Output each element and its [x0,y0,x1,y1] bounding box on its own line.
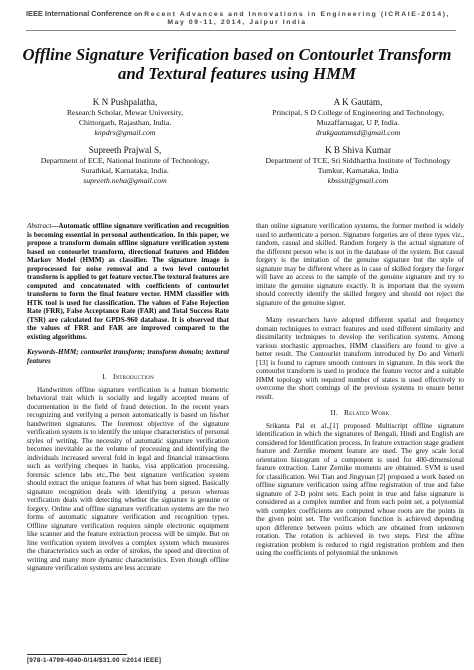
right-column [256,222,464,558]
author-name: A K Gautam, [333,97,383,107]
related-work-paragraph: Srikanta Pal et al.,[1] proposed Multiscript offline signature identification in which the signatures of Bengali, Hindi and English are considered for Identification process. In feature extraction stage gradient feature and Zernike moment feature are used. The grey scale local orientation histogram of a component is used for 400-dimensional feature extraction. Later Zernike moments are obtained. SVM is used for classification. Wei Tian and Jingyuan [2] proposed a work based on offline signature verification using affine registration of true and false signature of 2-D point sets. Each point in true and false signature is considered as a complex number and from each point set, a polynomial with complex coefficients are computed whose roots are the points in the given point set. The verification function is achieved depending upon difference between points which are obtained from unknown rotation. The rotation is achieved in two steps. First the affine registration problem is reduced to rigid registration problem and then using the coefficients of polynomial the unknown [256,421,464,557]
author-email: drakgautamsd@gmail.com [315,128,401,137]
author-affiliation: Department of TCE, Sri Siddhartha Institute of Technology [265,156,451,165]
footer-rule [27,654,127,655]
paper-title: Offline Signature Verification based on Contourlet Transform and Textural features using HMM [22,45,452,83]
left-column [27,222,229,573]
intro-paragraph: Handwritten offline signature verification is a human biometric behavioral trait which is socially and legally accepted means of documentation in the field of fraud detection. In the recent years recognizing and verifying a person automatically is based on his/her handwritten signatures. The foremost objective of the signature verification system is to identify the unique characteristics of personal styles of writing. The necessity of automatic signature verification becomes inevitable as the volume of processing and identifying the individuals increased several fold in legal and financial transactions such as verifying cheques in banks, visa application processing, forensic science labs etc,.The best signature verification system should extract the unique features of what has been signed. Basically signature recognition deals with identifying a person whereas verification deals with detecting whether the signature is genuine or forgery. Online and offline signature verification systems are the two forms of automatic signature verification and recognition types. Offline signature verification requires simple electronic equipment like scanner and the feature extraction process will be simple. But on line verification system involves a complex system which measures the characteristics such as order of strokes, the speed and direction of writing and many more dynamic characteristics. Even though offline signature verification systems are less accurate [27,385,229,572]
author-affiliation: Research Scholar, Mewar University, [66,108,184,117]
author-affiliation: Principal, S D College of Engineering and Technology, [272,108,444,117]
author-location: Tumkur, Karnataka, India [317,166,399,175]
author-3 [30,145,220,186]
author-location: Surathkal, Karnataka, India. [81,166,169,175]
header-date-place: May 09-11, 2014, Jaipur India [167,19,307,26]
paragraph-gap [256,307,464,316]
abstract [27,222,229,341]
author-email: kbsssit@gmail.com [327,176,389,185]
abstract-label: Abstract [27,222,52,230]
section-title: Introduction [112,372,154,381]
author-name: K N Pushpalatha, [92,97,158,107]
section-heading-related-work [256,409,464,418]
author-4 [258,145,458,186]
section-title: Related Work [344,408,390,417]
header-conference-extension: Recent Advances and Innovations in Engineering (ICRAIE-2014), [144,11,451,18]
author-name: K B Shiva Kumar [324,145,392,155]
section-heading-introduction [27,373,229,382]
author-name: Supreeth Prajwal S, [88,145,162,155]
author-1 [30,97,220,138]
author-location: Chittorgarh, Rajasthan, India. [78,118,172,127]
section-number: II. [330,408,338,417]
copyright-footer: [978-1-4799-4040-0/14/$31.00 ©2014 IEEE] [27,657,162,664]
intro-paragraph-continued: than online signature verification systems, the former method is widely used to authenticate a person. Signature forgeries are of three types viz., random, casual and skilled. Random forgery is the actual signature of the different person who is not in the database of the system. But casual forgery is the imitation of the genuine signature but the style of signature may be different where as in case of skilled forgery the forger will have an access to the sample of the genuine signature and try to imitate the genuine signature exactly. It is important that the system should correctly identify the skilled forgery and should not reject the signature of the genuine signer. [256,222,464,307]
author-email: supreeth.neha@gmail.com [83,176,167,185]
abstract-text: Automatic offline signature verification and recognition is becoming essential in personal authentication. In this paper, we propose a transform domain offline signature verification system based on contourlet transform, directional features and Hidden Markov Model (HMM) as classifier. The signature image is preprocessed for noise removal and a two level contourlet transform is applied to get feature vector.The textural features are computed and concatenated with coefficients of contourlet transform to form the final feature vector. HMM classifier with HTK tool is used for classification. The values of False Rejection Rate (FRR), False Acceptance Rate (FAR) and Total Success Rate (TSR) are calculated for GPDS-960 database. It is observed that the values of FRR and FAR are improved compared to the existing algorithms. [27,222,229,341]
abstract-dash: — [51,222,59,230]
header-on: on [133,11,143,18]
header-conference-name: IEEE International Conference [26,9,132,18]
author-email: knpdrs@gmail.com [94,128,156,137]
author-affiliation: Department of ECE, National Institute of Technology, [40,156,210,165]
author-2 [258,97,458,138]
running-header [0,0,474,36]
section-number: I. [102,372,107,381]
author-location: Muzaffarnagar, U P, India. [316,118,400,127]
header-rule [26,30,456,31]
keywords: Keywords-HMM; contourlet transform; transform domain; textural features [27,348,229,365]
header-conference-line [26,9,456,18]
intro-paragraph-2: Many researchers have adopted different spatial and frequency domain techniques to extract features and used different similarity and dissimilarity techniques to develop the verification systems. Among various stochastic approaches, HMM classifiers are found to give a better result. The Contourlet transform introduced by Do and Vetterli [13] is found to capture smooth contours in signature. In this work the contourlet transform is used to produce the feature vector and a suitable HMM topology with required number of states is used effectively to overcome the short comings of the previous systems to ensure better result. [256,316,464,401]
